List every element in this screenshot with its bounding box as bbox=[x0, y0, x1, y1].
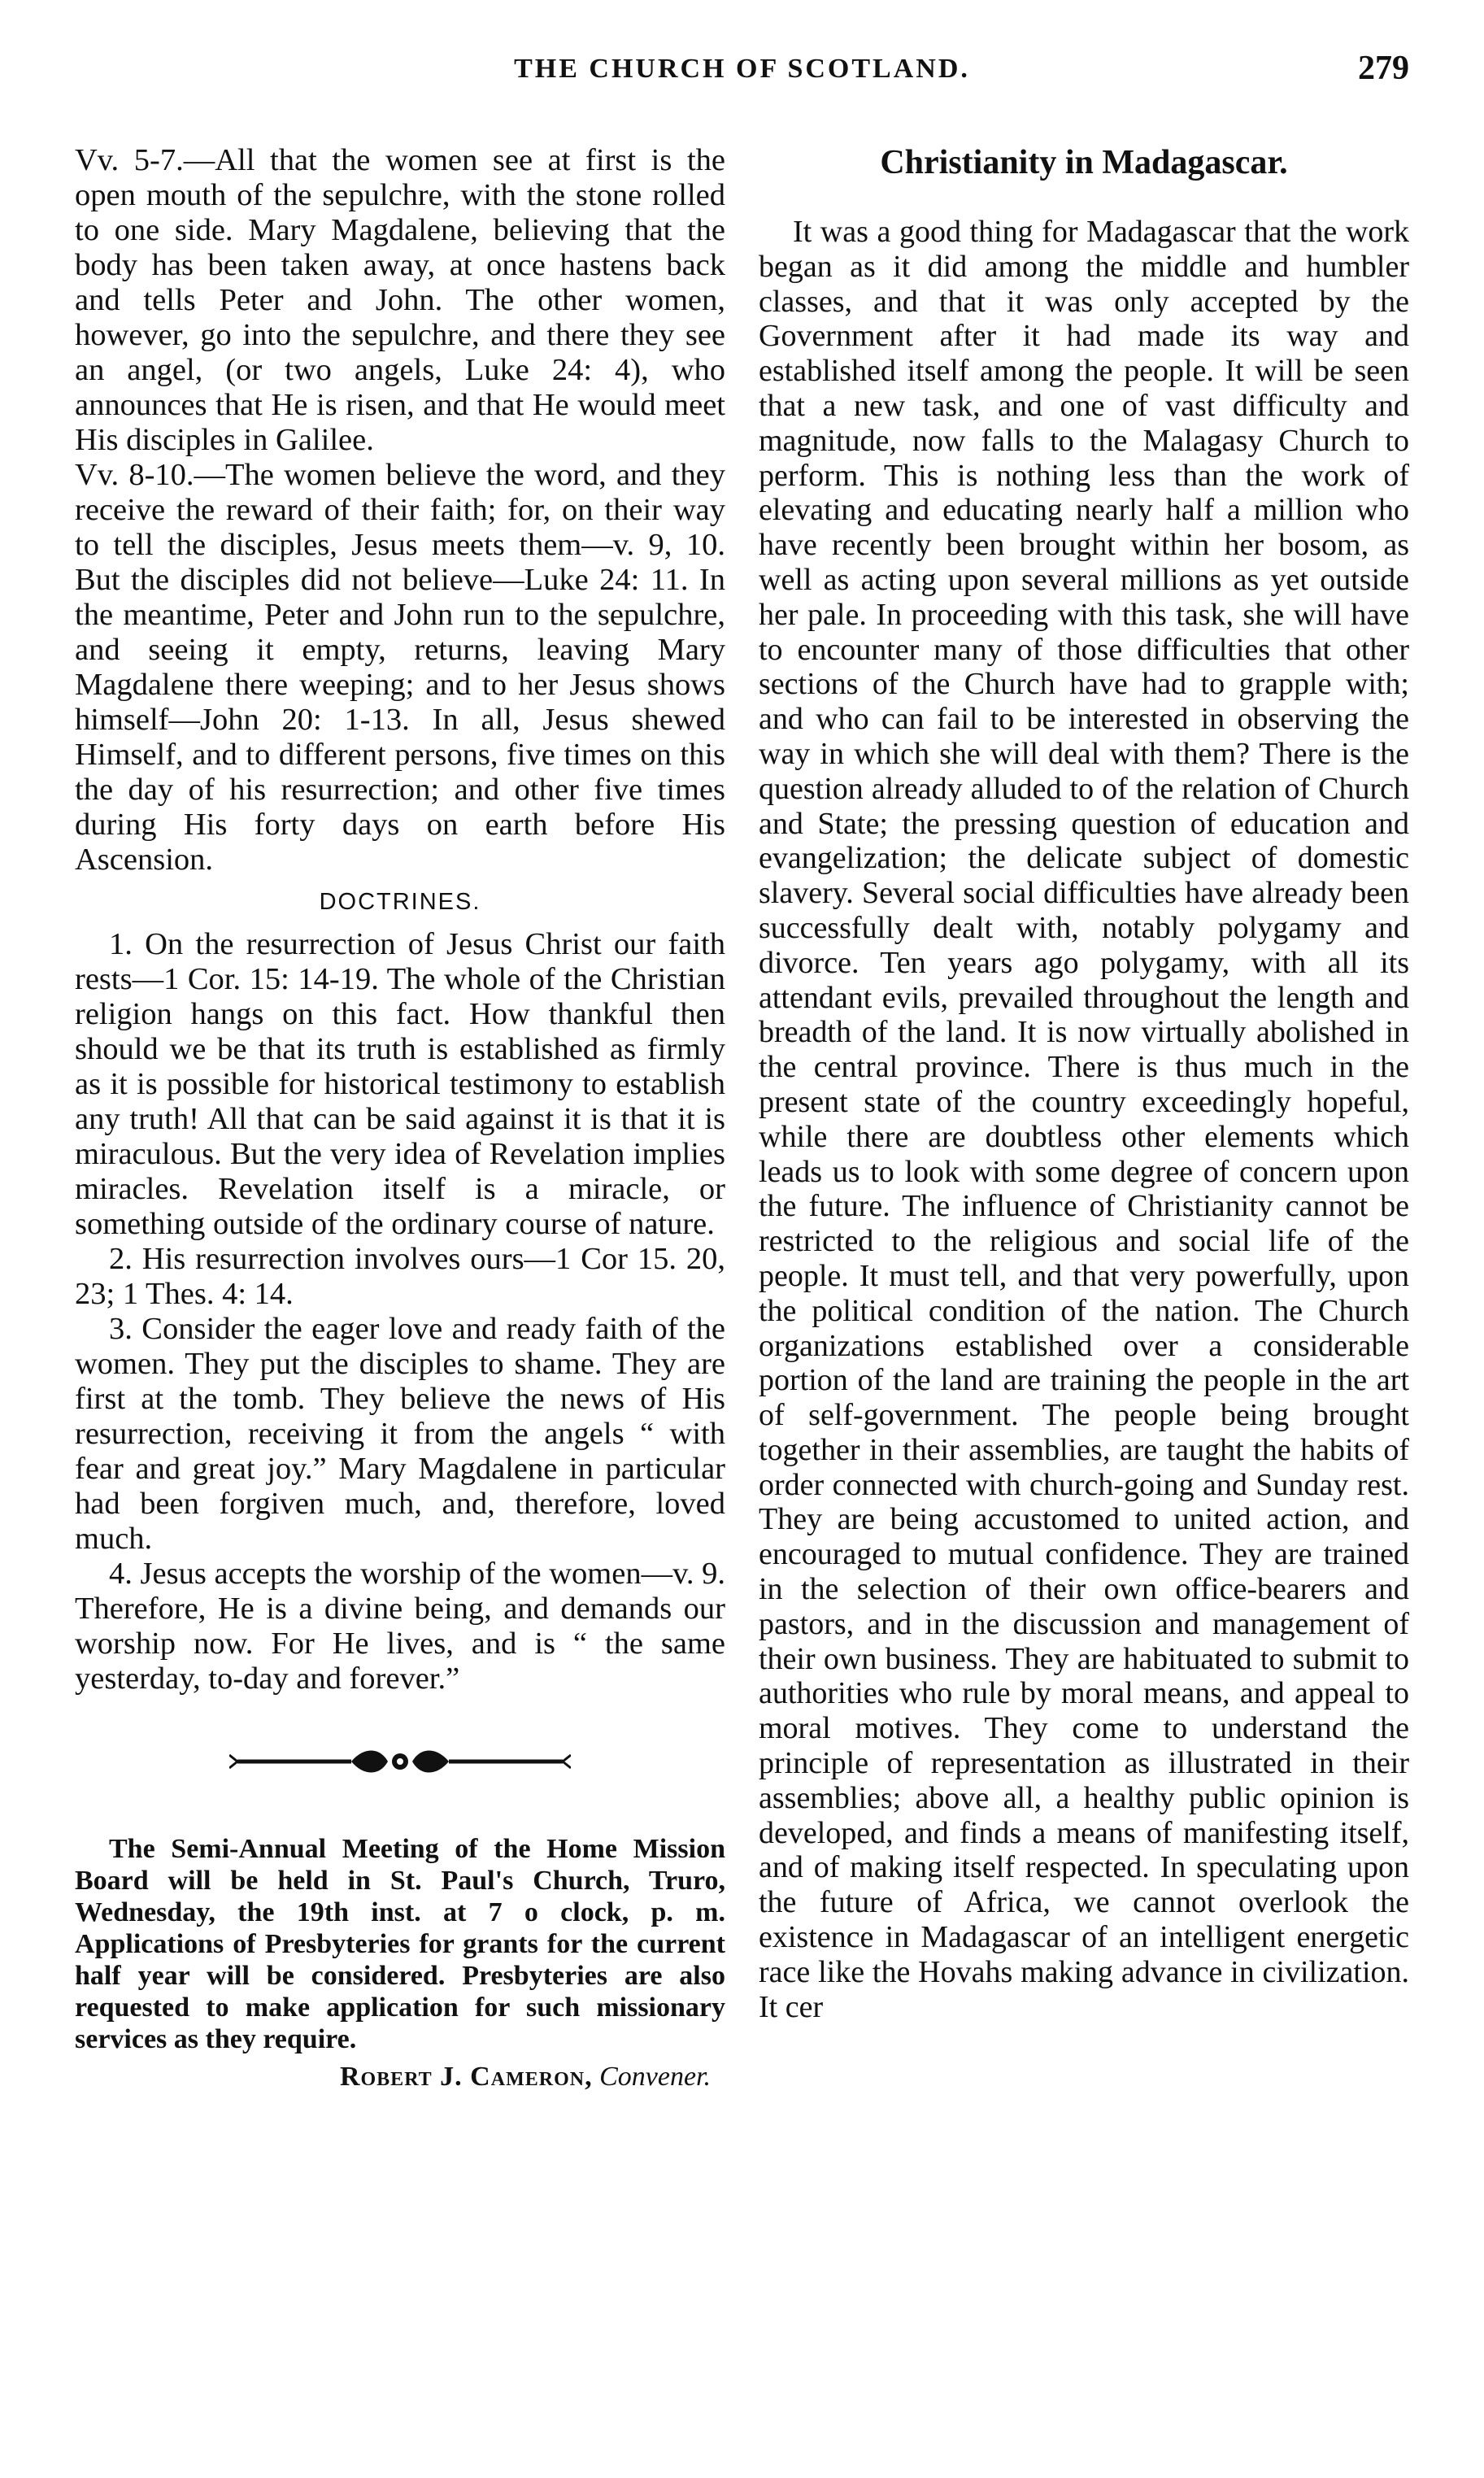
doctrine-item-2: 2. His resurrection involves ours—1 Cor 15. 20, 23; 1 Thes. 4: 14. bbox=[75, 1242, 725, 1311]
article-body: It was a good thing for Madagascar that the work began as it did among the middle and humbler classes, and that it was only accepted by the Government after it had made its way and established itself among the people. It will be seen that a new task, and one of vast difficulty and magnitude, now falls to the Malagasy Church to perform. This is nothing less than the work of elevating and educating nearly half a million who have recently been brought within her bosom, as well as acting upon several millions as yet outside her pale. In proceeding with this task, she will have to encounter many of those difficulties that other sections of the Church have had to grapple with; and who can fail to be interested in observing the way in which she will deal with them? There is the question already alluded to of the relation of Church and State; the pressing question of education and evangelization; the delicate subject of domestic slavery. Several social difficulties have already been successfully dealt with, notably polygamy and divorce. Ten years ago polygamy, with all its attendant evils, prevailed throughout the length and breadth of the land. It is now virtually abolished in the central province. There is thus much in the present state of the country exceedingly hopeful, while there are doubtless other elements which leads us to look with some degree of concern upon the future. The influence of Christianity cannot be restricted to the religious and social life of the people. It must tell, and that very powerfully, upon the political condition of the nation. The Church organizations established over a considerable portion of the land are training the people in the art of self-government. The people being brought together in their assemblies, are taught the habits of order connected with church-going and Sunday rest. They are being accustomed to united action, and encouraged to mutual confidence. They are trained in the selection of their own office-bearers and pastors, and in the discussion and management of their own business. They are habituated to submit to authorities who rule by moral means, and appeal to moral motives. They come to understand the principle of representation as illustrated in their assemblies; above all, a healthy public opinion is developed, and finds a means of manifesting itself, and of making itself respected. In speculating upon the future of Africa, we cannot overlook the existence in Madagascar of an intelligent energetic race like the Hovahs making advance in civilization. It cer bbox=[759, 215, 1409, 2024]
home-mission-notice bbox=[75, 1833, 725, 2093]
notice-signature bbox=[75, 2062, 725, 2093]
doctrine-item-4: 4. Jesus accepts the worship of the women—v. 9. Therefore, He is a divine being, and demands our worship now. For He lives, and is “ the same yesterday, to-day and forever.” bbox=[75, 1557, 725, 1696]
signature-role: Convener. bbox=[599, 2062, 711, 2092]
notice-text: The Semi-Annual Meeting of the Home Mission Board will be held in St. Paul's Church, Truro, Wednesday, the 19th inst. at 7 o clock, p. m. Applications of Presbyteries for grants for the current half year will be considered. Presbyteries are also requested to make application for such missionary services as they require. bbox=[75, 1834, 725, 2054]
doctrines-heading: DOCTRINES. bbox=[319, 889, 481, 915]
article-title: Christianity in Madagascar. bbox=[880, 144, 1288, 181]
running-title: THE CHURCH OF SCOTLAND. bbox=[514, 54, 970, 84]
page-number: 279 bbox=[1358, 50, 1409, 87]
right-column bbox=[759, 143, 1409, 2024]
ornamental-divider bbox=[229, 1745, 571, 1778]
lesson-paragraph-2: Vv. 8-10.—The women believe the word, and they receive the reward of their faith; for, on their way to tell the disciples, Jesus meets them—v. 9, 10. But the disciples did not believe—Luke 24: 11. In the meantime, Peter and John run to the sepulchre, and seeing it empty, returns, leaving Mary Magdalene there weeping; and to her Jesus shows himself—John 20: 1-13. In all, Jesus shewed Himself, and to different persons, five times on this the day of his resurrection; and other five times during His forty days on earth before His Ascension. bbox=[75, 458, 725, 877]
doctrine-item-3: 3. Consider the eager love and ready faith of the women. They put the disciples to shame. They are first at the tomb. They believe the news of His resurrection, receiving it from the angels “ with fear and great joy.” Mary Magdalene in particular had been forgiven much, and, therefore, loved much. bbox=[75, 1312, 725, 1556]
running-header bbox=[0, 50, 1484, 102]
doctrine-item-1: 1. On the resurrection of Jesus Christ our faith rests—1 Cor. 15: 14-19. The whole of the Christian religion hangs on this fact. How thankful then should we be that its truth is established as firmly as it is possible for historical testimony to establish any truth! All that can be said against it is that it is miraculous. But the very idea of Revelation implies miracles. Revelation itself is a miracle, or something outside of the ordinary course of nature. bbox=[75, 927, 725, 1241]
left-column bbox=[75, 143, 725, 2093]
signature-name: Robert J. Cameron, bbox=[339, 2062, 593, 2092]
lesson-paragraph-1: Vv. 5-7.—All that the women see at first is the open mouth of the sepulchre, with the stone rolled to one side. Mary Magdalene, believing that the body has been taken away, at once hastens back and tells Peter and John. The other women, however, go into the sepulchre, and there they see an angel, (or two angels, Luke 24: 4), who announces that He is risen, and that He would meet His disciples in Galilee. bbox=[75, 143, 725, 457]
